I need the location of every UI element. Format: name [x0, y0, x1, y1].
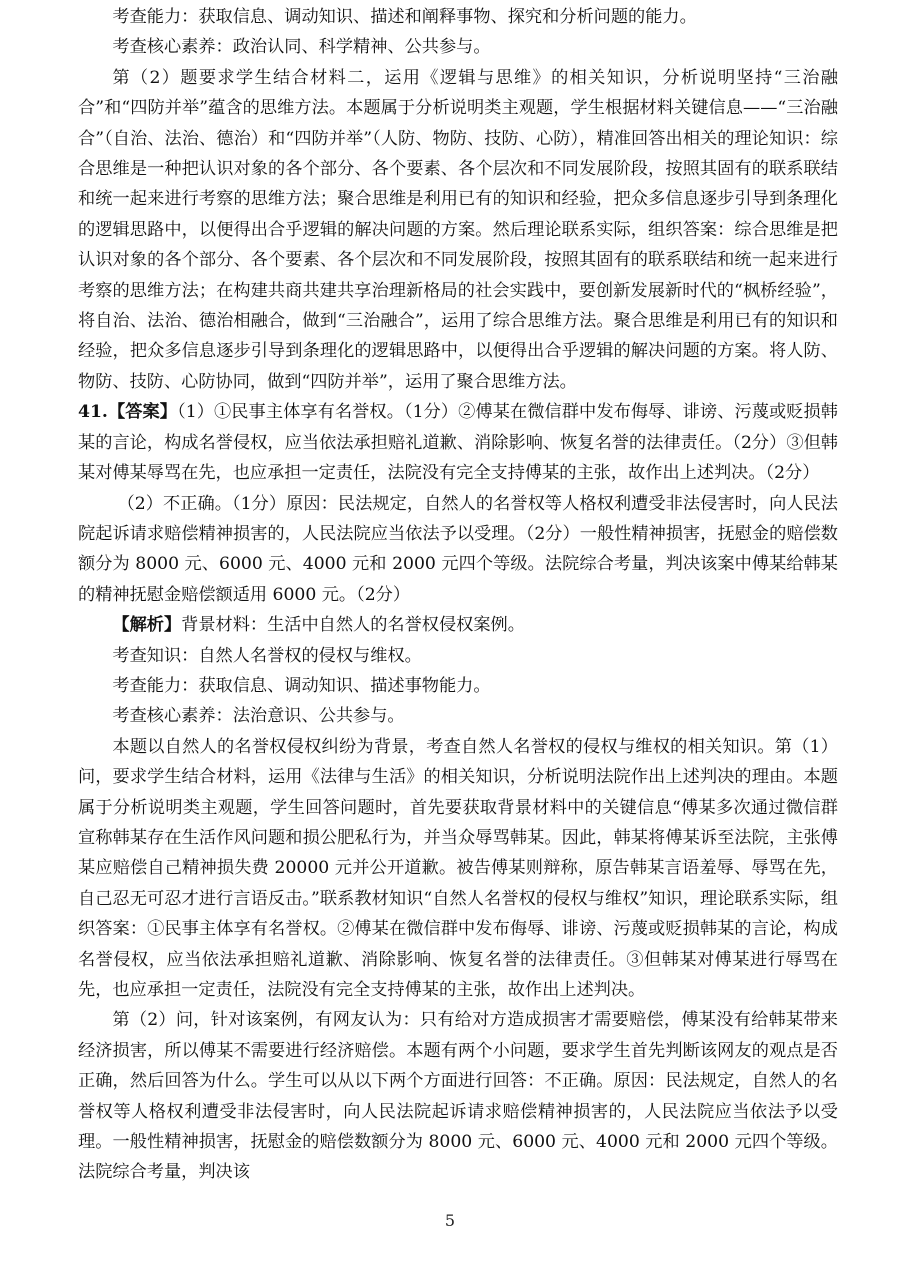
paragraph-answer-part-2: （2）不正确。（1分）原因：民法规定，自然人的名誉权等人格权利遭受非法侵害时，向人民法院起诉请求赔偿精神损害的，人民法院应当依法予以受理。（2分）一般性精神损害，抚慰金的赔偿数额分为 8000 元、6000 元、4000 元和 2000 元四个等级。法院综合考量，判决该案中傅某给韩某的精神抚慰金赔偿额适用 6000 元。（2分）: [78, 493, 838, 605]
answer-label: 41.【答案】: [78, 402, 178, 423]
paragraph-question-2-explanation: 第（2）问，针对该案例，有网友认为：只有给对方造成损害才需要赔偿，傅某没有给韩某带来经济损害，所以傅某不需要进行经济赔偿。本题有两个小问题，要求学生首先判断该网友的观点是否正确，然后回答为什么。学生可以从以下两个方面进行回答：不正确。原因：民法规定，自然人的名誉权等人格权利遭受非法侵害时，向人民法院起诉请求赔偿精神损害的，人民法院应当依法予以受理。一般性精神损害，抚慰金的赔偿数额分为 8000 元、6000 元、4000 元和 2000 元四个等级。法院综合考量，判决该: [78, 1010, 838, 1183]
paragraph-question-1-explanation: 本题以自然人的名誉权侵权纠纷为背景，考查自然人名誉权的侵权与维权的相关知识。第（1）问，要求学生结合材料，运用《法律与生活》的相关知识，分析说明法院作出上述判决的理由。本题属于分析说明类主观题，学生回答问题时，首先要获取背景材料中的关键信息“傅某多次通过微信群宣称韩某存在生活作风问题和损公肥私行为，并当众辱骂韩某。因此，韩某将傅某诉至法院，主张傅某应赔偿自己精神损失费 20000 元并公开道歉。被告傅某则辩称，原告韩某言语羞辱、辱骂在先，自己忍无可忍才进行言语反击。”联系教材知识“自然人名誉权的侵权与维权”知识，理论联系实际，组织答案：①民事主体享有名誉权。②傅某在微信群中发布侮辱、诽谤、污蔑或贬损韩某的言论，构成名誉侵权，应当依法承担赔礼道歉、消除影响、恢复名誉的法律责任。③但韩某对傅某进行辱骂在先，也应承担一定责任，法院没有完全支持傅某的主张，故作出上述判决。: [78, 736, 838, 1000]
paragraph-core-literacy-2: 考查核心素养：法治意识、公共参与。: [112, 706, 405, 727]
paragraph-ability-2: 考查能力：获取信息、调动知识、描述事物能力。: [112, 675, 491, 696]
document-body: [78, 2, 838, 1188]
paragraph-knowledge: 考查知识：自然人名誉权的侵权与维权。: [112, 645, 422, 666]
page-number: 5: [444, 1211, 456, 1230]
analysis-label: 【解析】: [112, 615, 182, 636]
paragraph-ability: 考查能力：获取信息、调动知识、描述和阐释事物、探究和分析问题的能力。: [112, 7, 697, 27]
analysis-background-text: 背景材料：生活中自然人的名誉权侵权案例。: [181, 615, 525, 636]
paragraph-analysis-background: [78, 610, 838, 640]
paragraph-answer-41: [78, 397, 838, 488]
paragraph-core-literacy: 考查核心素养：政治认同、科学精神、公共参与。: [112, 37, 491, 58]
paragraph-question-2-analysis: 第（2）题要求学生结合材料二，运用《逻辑与思维》的相关知识，分析说明坚持“三治融合”和“四防并举”蕴含的思维方法。本题属于分析说明类主观题，学生根据材料关键信息——“三治融合”（自治、法治、德治）和“四防并举”（人防、物防、技防、心防），精准回答出相关的理论知识：综合思维是一种把认识对象的各个部分、各个要素、各个层次和不同发展阶段，按照其固有的联系联结和统一起来进行考察的思维方法；聚合思维是利用已有的知识和经验，把众多信息逐步引导到条理化的逻辑思路中，以便得出合乎逻辑的解决问题的方案。然后理论联系实际，组织答案：综合思维是把认识对象的各个部分、各个要素、各个层次和不同发展阶段，按照其固有的联系联结和统一起来进行考察的思维方法；在构建共商共建共享治理新格局的社会实践中，要创新发展新时代的“枫桥经验”，将自治、法治、德治相融合，做到“三治融合”，运用了综合思维方法。聚合思维是利用已有的知识和经验，把众多信息逐步引导到条理化的逻辑思路中，以便得出合乎逻辑的解决问题的方案。将人防、物防、技防、心防协同，做到“四防并举”，运用了聚合思维方法。: [78, 67, 838, 392]
answer-text: （1）①民事主体享有名誉权。（1分）②傅某在微信群中发布侮辱、诽谤、污蔑或贬损韩某的言论，构成名誉侵权，应当依法承担赔礼道歉、消除影响、恢复名誉的法律责任。（2分）③但韩某对傅某辱骂在先，也应承担一定责任，法院没有完全支持傅某的主张，故作出上述判决。（2分）: [78, 402, 838, 484]
